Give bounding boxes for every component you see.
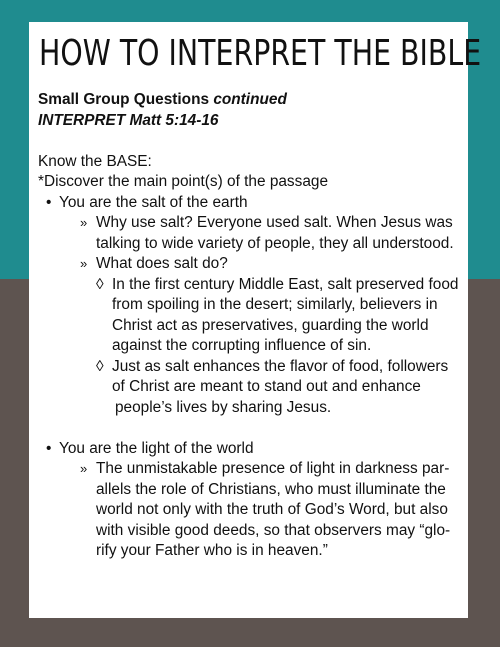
sub-item-continuation: rify your Father who is in heaven.” (96, 542, 328, 559)
sub-item-what-salt-does (38, 254, 468, 275)
bullet-item-light (38, 439, 468, 460)
document-body (38, 90, 468, 562)
diamond-icon: ◊ (96, 275, 104, 293)
detail-item-preserve (38, 275, 468, 296)
passage-reference: INTERPRET Matt 5:14-16 (38, 111, 219, 129)
sub-item-continuation: allels the role of Christians, who must illuminate the (96, 480, 446, 498)
sub-item-continuation: with visible good deeds, so that observers may “glo- (96, 521, 451, 539)
sub-item-text: The unmistakable presence of light in darkness par- (96, 460, 450, 477)
section-heading-continued: continued (213, 91, 287, 108)
bullet-icon: • (46, 439, 52, 457)
detail-item-continuation: people’s lives by sharing Jesus. (115, 398, 332, 416)
section-heading-text: Small Group Questions (38, 91, 214, 108)
chevron-icon: » (80, 256, 88, 271)
sub-item-continuation: world not only with the truth of God’s Word, but also (96, 501, 448, 518)
sub-item-text: What does salt do? (96, 255, 228, 272)
detail-item-continuation: of Christ are meant to stand out and enhance (112, 378, 421, 395)
bullet-item-salt (38, 193, 468, 214)
sub-item-why-salt (38, 213, 468, 234)
spacer (38, 131, 468, 152)
sub-item-continuation: talking to wide variety of people, they all understood. (96, 234, 454, 252)
bullet-text: You are the light of the world (59, 439, 254, 457)
chevron-icon: » (80, 215, 88, 230)
bullet-text: You are the salt of the earth (59, 193, 248, 211)
detail-item-text: Just as salt enhances the flavor of food, followers (112, 357, 449, 375)
detail-item-continuation: Christ act as preservatives, guarding the world (112, 316, 429, 334)
detail-item-text: In the first century Middle East, salt preserved food (112, 275, 459, 293)
page-title: HOW TO INTERPRET THE BIBLE (39, 33, 482, 74)
bullet-icon: • (46, 193, 52, 211)
chevron-icon: » (80, 461, 88, 476)
sub-item-light-presence (38, 459, 468, 480)
intro-line: *Discover the main point(s) of the passage (38, 173, 329, 190)
detail-item-continuation: against the corrupting influence of sin. (112, 337, 372, 354)
detail-item-flavor (38, 357, 468, 378)
intro-line: Know the BASE: (38, 152, 152, 170)
diamond-icon: ◊ (96, 357, 104, 375)
section-heading (38, 90, 468, 111)
document-page (29, 22, 482, 618)
detail-item-continuation: from spoiling in the desert; similarly, believers in (112, 296, 438, 313)
spacer (38, 418, 468, 439)
sub-item-text: Why use salt? Everyone used salt. When Jesus was (96, 214, 453, 231)
